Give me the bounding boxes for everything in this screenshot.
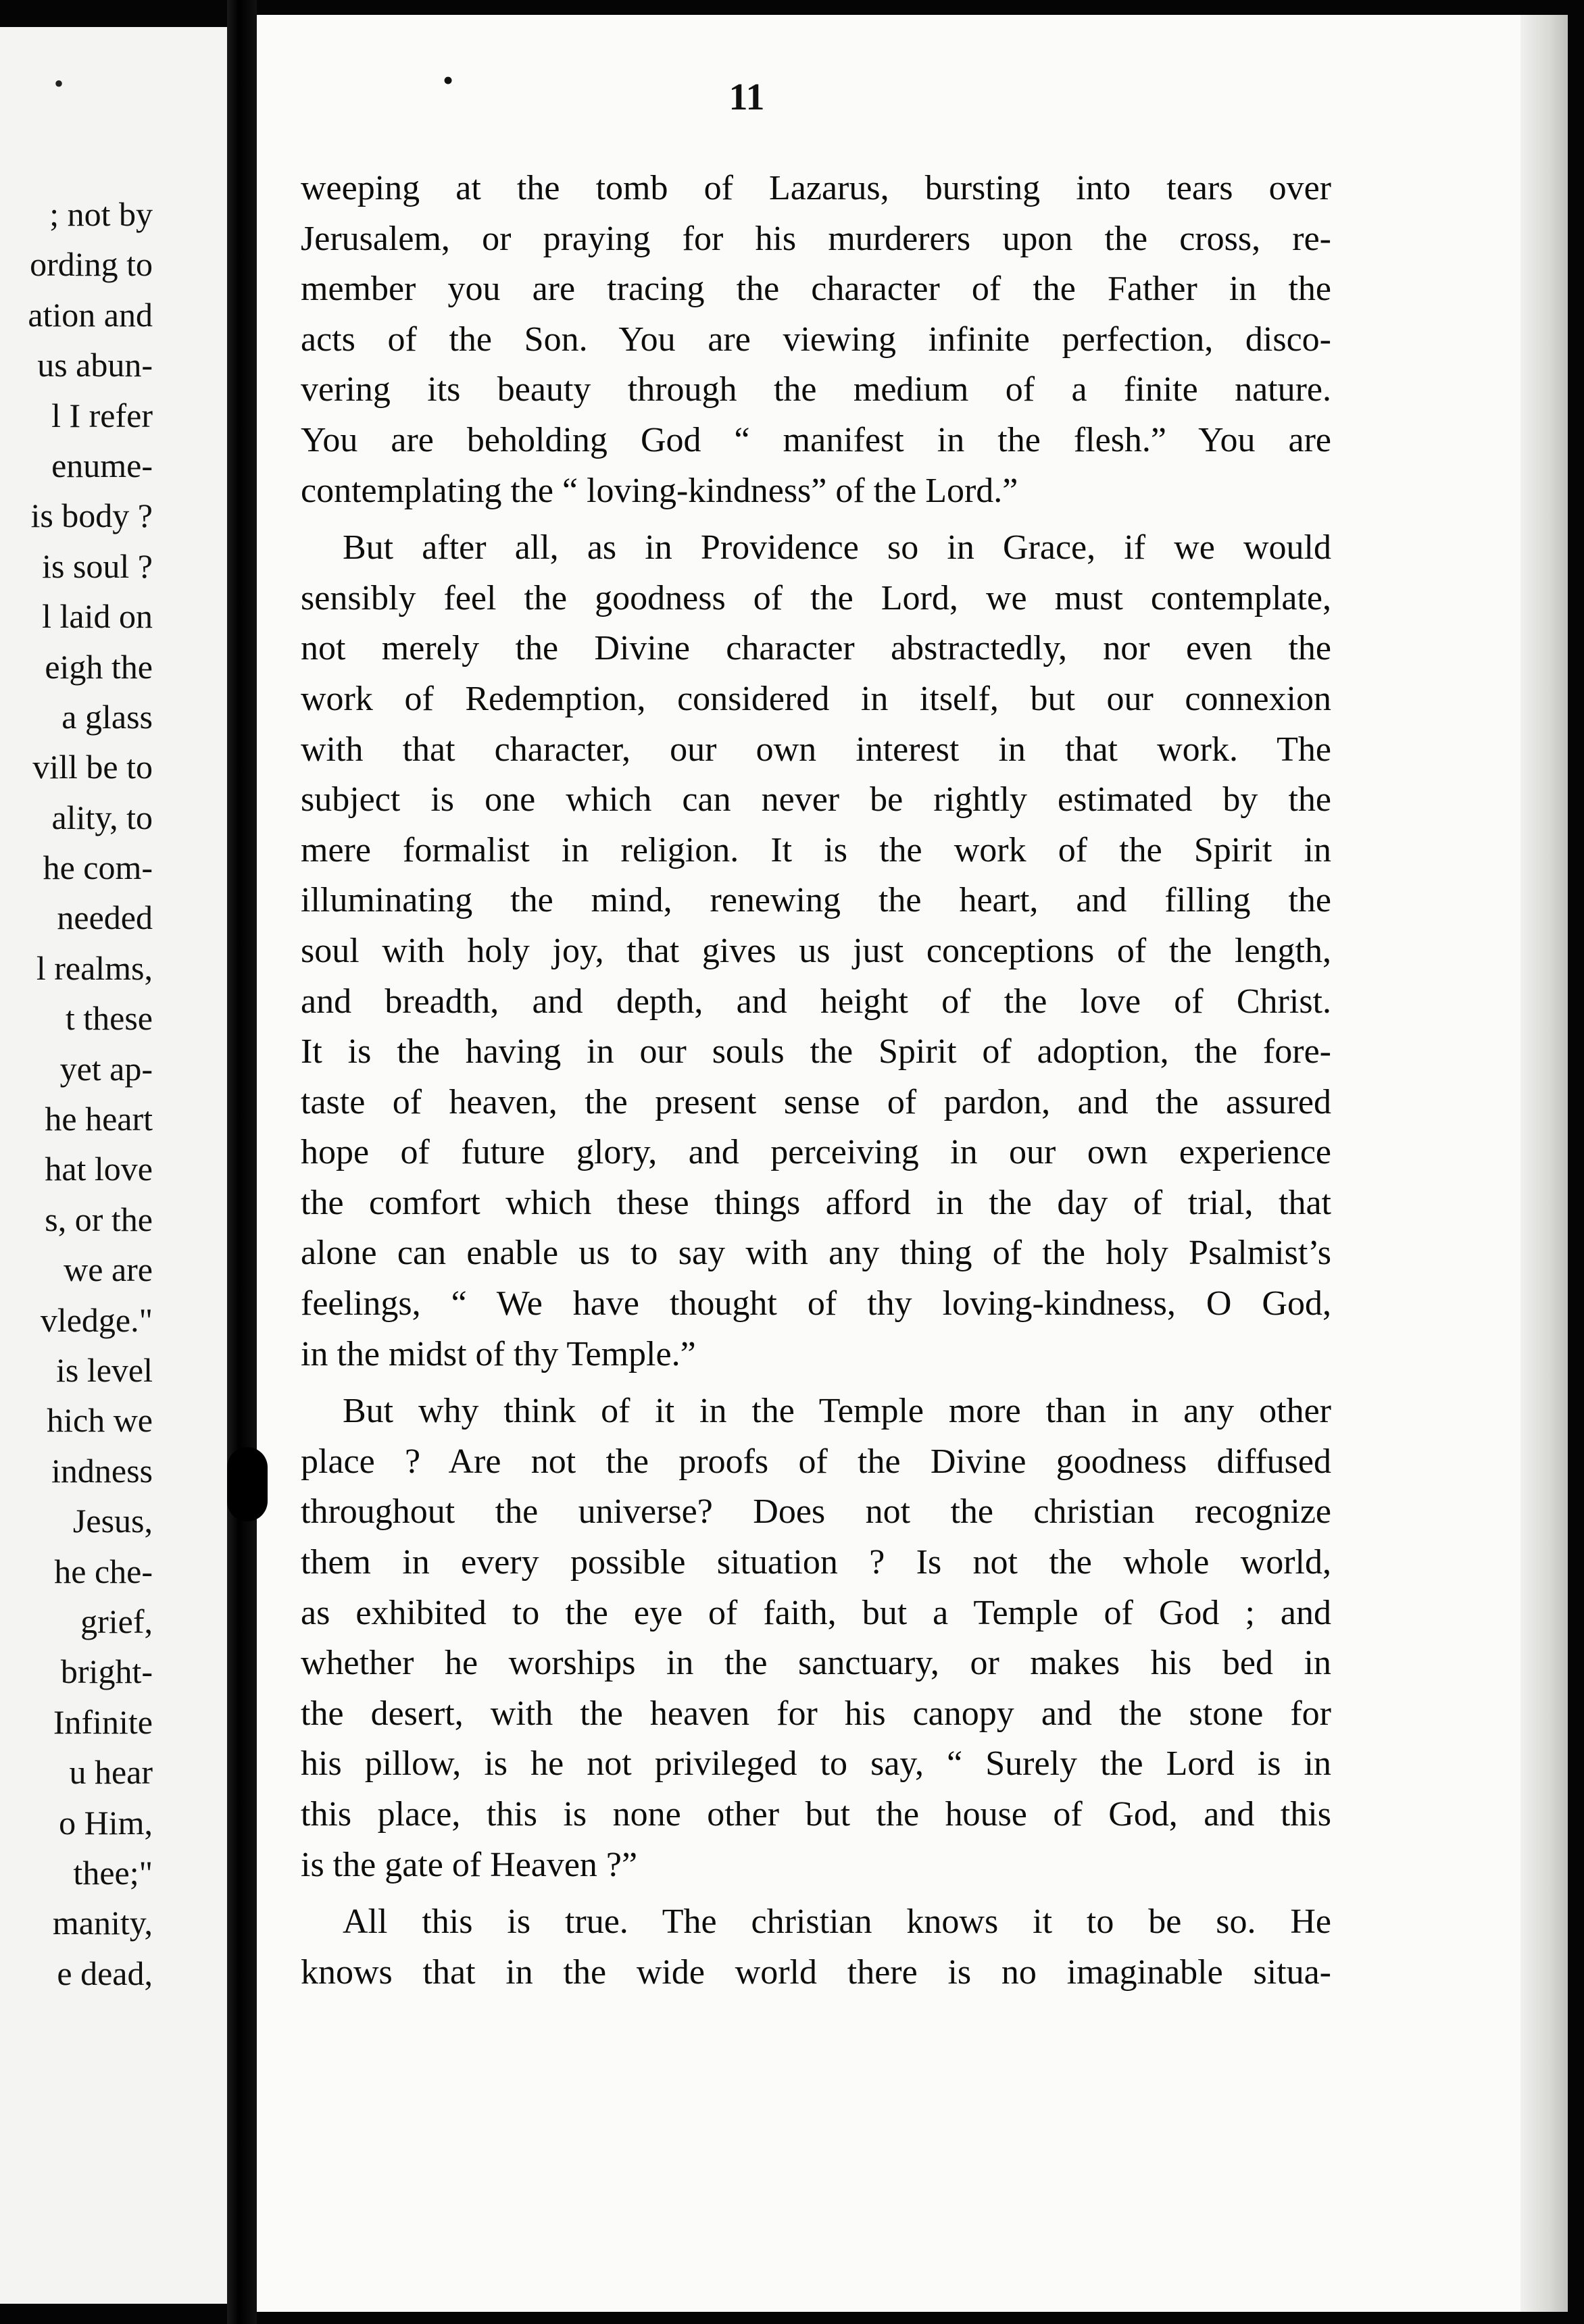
text-line: with that character, our own interest in that work. The (301, 730, 1331, 769)
previous-page-text (0, 189, 227, 1998)
previous-page-line: ation and (28, 295, 153, 334)
previous-page-line: bright- (60, 1652, 153, 1691)
text-line: throughout the universe? Does not the christian recognize (301, 1492, 1331, 1532)
previous-page-line: is soul ? (42, 547, 153, 585)
previous-page-line: hich we (47, 1401, 153, 1440)
previous-page-line: e dead, (57, 1954, 153, 1992)
previous-page-line: l laid on (42, 597, 153, 636)
previous-page-line: l I refer (51, 396, 153, 434)
previous-page-line: we are (64, 1251, 153, 1289)
text-line: them in every possible situation ? Is not the whole world, (301, 1543, 1331, 1582)
previous-page-line: he com- (43, 849, 153, 887)
previous-page-line: Infinite (53, 1702, 153, 1741)
text-line: But after all, as in Providence so in Grace, if we would (343, 528, 1331, 567)
text-line: knows that in the wide world there is no imaginable situa- (301, 1952, 1331, 1992)
text-line: this place, this is none other but the house of God, and this (301, 1795, 1331, 1834)
book-gutter (227, 0, 257, 2324)
previous-page-line: l realms, (36, 949, 153, 987)
text-line: whether he worships in the sanctuary, or makes his bed in (301, 1644, 1331, 1683)
previous-page-line: vledge." (40, 1300, 153, 1339)
text-line: work of Redemption, considered in itself, but our connexion (301, 679, 1331, 718)
text-line: as exhibited to the eye of faith, but a Temple of God ; and (301, 1593, 1331, 1632)
text-line: the comfort which these things afford in the day of trial, that (301, 1183, 1331, 1222)
page-text-block (301, 163, 1331, 1998)
text-line: contemplating the “ loving-kindness” of the Lord.” (301, 471, 1018, 510)
previous-page-line: ality, to (51, 798, 153, 836)
text-line: place ? Are not the proofs of the Divine goodness diffused (301, 1442, 1331, 1481)
page-dot: • (443, 63, 454, 97)
previous-page-line: Jesus, (72, 1502, 153, 1540)
previous-page-line: eigh the (45, 647, 153, 686)
text-line: All this is true. The christian knows it to be so. He (343, 1902, 1331, 1942)
page-number: 11 (728, 76, 765, 118)
text-line: the desert, with the heaven for his canopy and the stone for (301, 1694, 1331, 1733)
previous-page-line: t these (65, 999, 153, 1038)
text-line: acts of the Son. You are viewing infinite perfection, disco- (301, 320, 1331, 359)
page (257, 15, 1568, 2312)
text-line: mere formalist in religion. It is the work of the Spirit in (301, 830, 1331, 869)
previous-page-line: indness (51, 1451, 153, 1490)
previous-page-line: o Him, (59, 1803, 153, 1842)
text-line: and breadth, and depth, and height of the love of Christ. (301, 982, 1331, 1021)
text-line: feelings, “ We have thought of thy loving-kindness, O God, (301, 1284, 1331, 1323)
previous-page-line: a glass (61, 697, 153, 736)
text-line: soul with holy joy, that gives us just conceptions of the length, (301, 931, 1331, 970)
previous-page-line: is level (55, 1350, 153, 1389)
previous-page-line: ording to (30, 245, 153, 284)
text-line: illuminating the mind, renewing the heart, and filling the (301, 881, 1331, 920)
previous-page-line: s, or the (45, 1200, 153, 1238)
text-line: in the midst of thy Temple.” (301, 1334, 696, 1373)
previous-page-line: ; not by (49, 195, 153, 233)
text-line: Jerusalem, or praying for his murderers upon the cross, re- (301, 219, 1331, 258)
previous-page-line: enume- (51, 446, 153, 484)
previous-page-line: he che- (54, 1552, 153, 1590)
previous-page-line: needed (57, 899, 153, 937)
text-line: his pillow, is he not privileged to say, “ Surely the Lord is in (301, 1744, 1331, 1784)
text-line: But why think of it in the Temple more than in any other (343, 1392, 1331, 1431)
previous-page-dot: • (54, 68, 64, 99)
text-line: You are beholding God “ manifest in the flesh.” You are (301, 420, 1331, 459)
previous-page-line: thee;" (73, 1853, 153, 1892)
previous-page-line: u hear (69, 1753, 153, 1792)
previous-page-line: vill be to (32, 748, 153, 786)
text-line: sensibly feel the goodness of the Lord, we must contemplate, (301, 578, 1331, 617)
previous-page-line: grief, (80, 1602, 153, 1640)
page-edge (1520, 15, 1568, 2312)
text-line: It is the having in our souls the Spirit of adoption, the fore- (301, 1032, 1331, 1071)
text-line: hope of future glory, and perceiving in our own experience (301, 1133, 1331, 1172)
text-line: is the gate of Heaven ?” (301, 1845, 638, 1884)
text-line: taste of heaven, the present sense of pardon, and the assured (301, 1082, 1331, 1121)
previous-page-fragment (0, 27, 227, 2304)
previous-page-line: is body ? (30, 497, 153, 535)
text-line: subject is one which can never be rightly estimated by the (301, 780, 1331, 819)
text-line: member you are tracing the character of the Father in the (301, 270, 1331, 309)
previous-page-line: manity, (52, 1904, 153, 1942)
previous-page-line: he heart (45, 1100, 153, 1138)
previous-page-line: us abun- (37, 346, 153, 384)
binding-hole (227, 1447, 268, 1521)
text-line: vering its beauty through the medium of a finite nature. (301, 370, 1331, 409)
text-line: alone can enable us to say with any thing of the holy Psalmist’s (301, 1234, 1331, 1273)
previous-page-line: yet ap- (59, 1049, 153, 1088)
text-line: not merely the Divine character abstractedly, nor even the (301, 629, 1331, 668)
previous-page-line: hat love (45, 1150, 153, 1188)
text-line: weeping at the tomb of Lazarus, bursting into tears over (301, 169, 1331, 207)
